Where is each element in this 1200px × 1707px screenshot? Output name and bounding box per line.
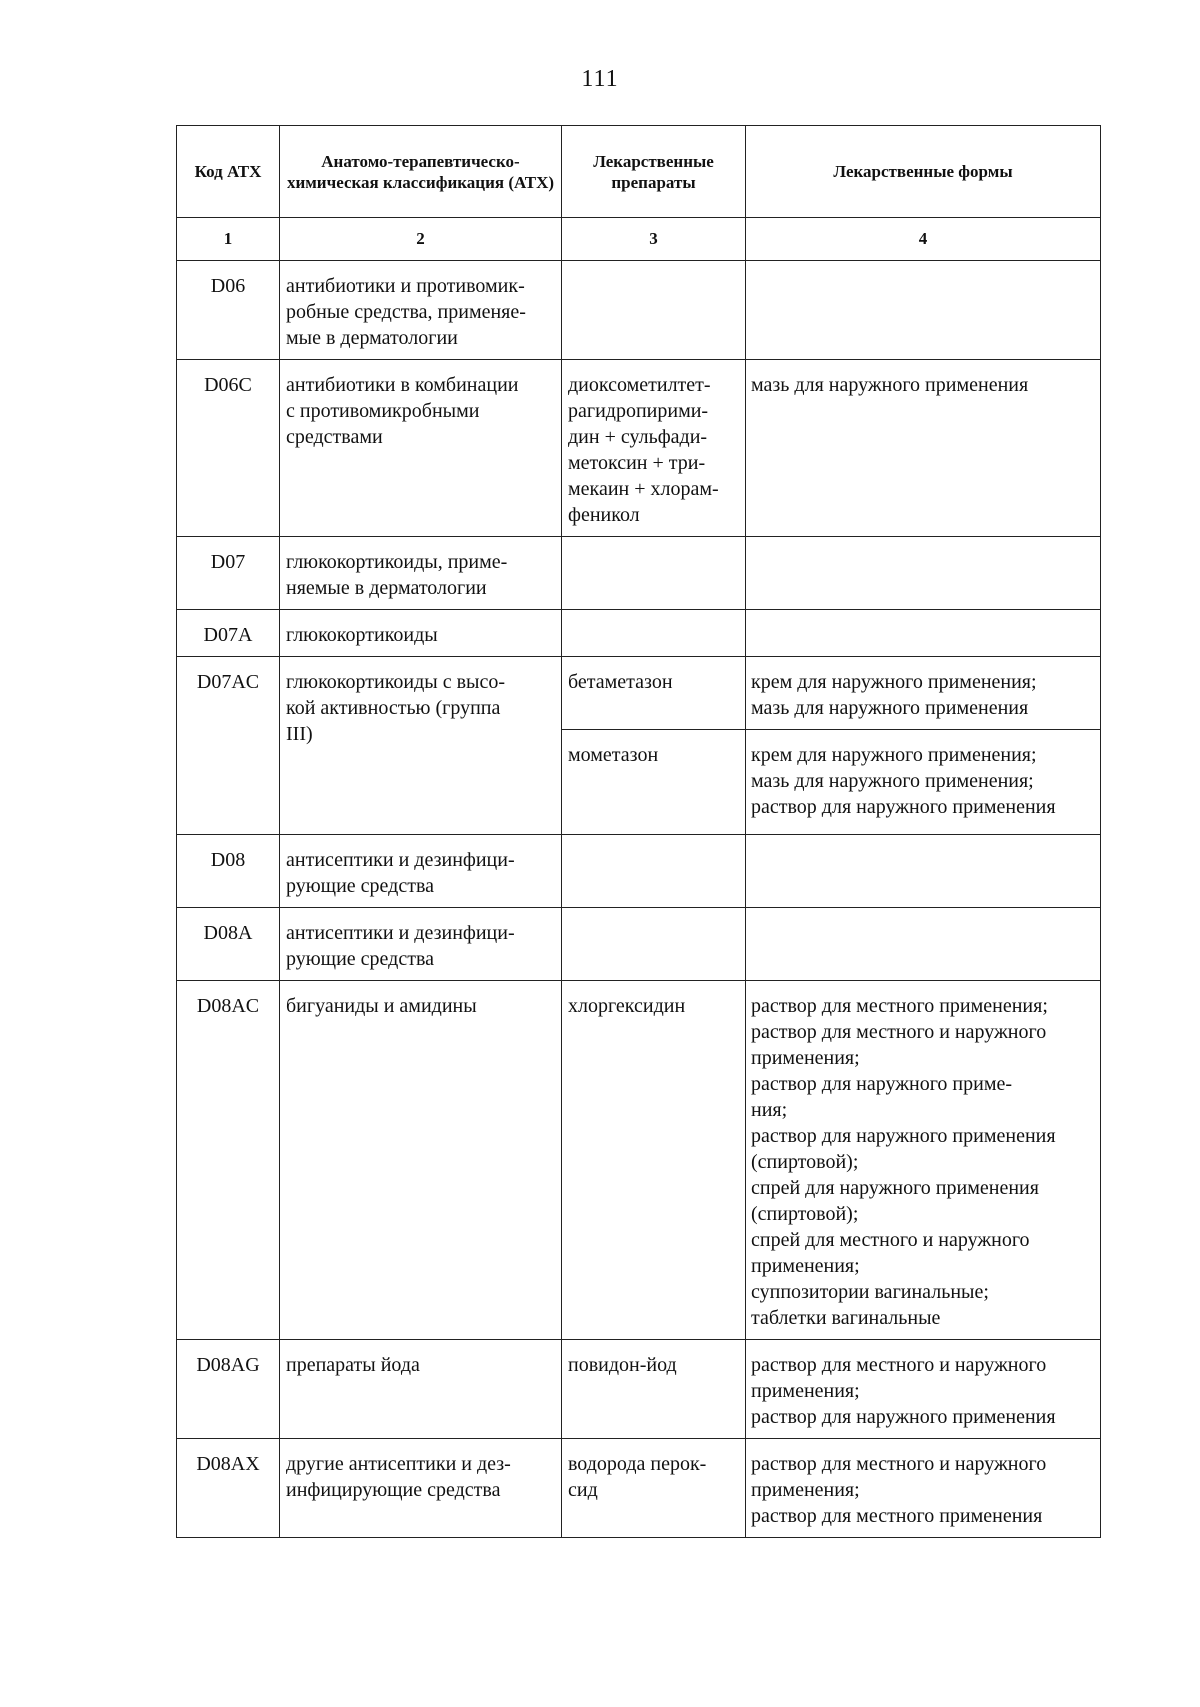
atx-code-cell: D06: [177, 261, 280, 360]
atx-classification-cell: антибиотики в комбинации с противомикробными средствами: [280, 360, 562, 537]
dosage-form-line: мазь для наружного применения: [751, 374, 1029, 396]
atx-classification-cell: другие антисептики и дез- инфицирующие средства: [280, 1439, 562, 1538]
dosage-forms-cell: [746, 908, 1101, 981]
dosage-forms-cell: [746, 835, 1101, 908]
dosage-form-line: таблетки вагинальные: [751, 1307, 941, 1329]
dosage-form-line: раствор для наружного применения: [751, 1125, 1056, 1147]
table-row: [177, 360, 1101, 537]
drug-name-cell: хлоргексидин: [562, 981, 746, 1340]
header-drugs: Лекарственные препараты: [562, 126, 746, 218]
column-number: 2: [280, 218, 562, 261]
drug-name-cell: [562, 908, 746, 981]
dosage-form-line: спрей для местного и наружного: [751, 1229, 1030, 1251]
drug-name-cell: [562, 610, 746, 657]
dosage-forms-cell: [746, 730, 1101, 835]
dosage-forms-cell: [746, 261, 1101, 360]
dosage-form-line: применения;: [751, 1479, 860, 1501]
dosage-form-line: раствор для наружного применения: [751, 1406, 1056, 1428]
drug-name-cell: [562, 261, 746, 360]
atx-code-cell: D08: [177, 835, 280, 908]
dosage-form-line: мазь для наружного применения;: [751, 770, 1034, 792]
atx-classification-cell: глюкокортикоиды: [280, 610, 562, 657]
atx-classification-cell: антибиотики и противомик- робные средства, применяе- мые в дерматологии: [280, 261, 562, 360]
atx-classification-cell: антисептики и дезинфици- рующие средства: [280, 908, 562, 981]
atx-classification-cell: глюкокортикоиды с высо- кой активностью (группа III): [280, 657, 562, 835]
dosage-form-line: применения;: [751, 1047, 860, 1069]
table-body: [177, 261, 1101, 1538]
dosage-form-line: ния;: [751, 1099, 788, 1121]
dosage-form-line: крем для наружного применения;: [751, 671, 1037, 693]
header-dosage-forms: Лекарственные формы: [746, 126, 1101, 218]
drug-name-cell: бетаметазон: [562, 657, 746, 730]
dosage-form-line: применения;: [751, 1380, 860, 1402]
atx-code-cell: D08A: [177, 908, 280, 981]
drug-name-cell: диоксометилтет- рагидропирими- дин + сульфади- метоксин + три- мекаин + хлорам- феникол: [562, 360, 746, 537]
dosage-forms-cell: [746, 657, 1101, 730]
atx-code-cell: D08AG: [177, 1340, 280, 1439]
dosage-forms-cell: [746, 1439, 1101, 1538]
atx-code-cell: D06C: [177, 360, 280, 537]
dosage-forms-cell: [746, 360, 1101, 537]
column-number: 1: [177, 218, 280, 261]
atx-classification-cell: препараты йода: [280, 1340, 562, 1439]
dosage-form-line: суппозитории вагинальные;: [751, 1281, 989, 1303]
atx-code-cell: D07: [177, 537, 280, 610]
dosage-form-line: применения;: [751, 1255, 860, 1277]
dosage-form-line: раствор для местного применения;: [751, 995, 1048, 1017]
table-row: [177, 908, 1101, 981]
drug-name-cell: мометазон: [562, 730, 746, 835]
drug-name-cell: повидон-йод: [562, 1340, 746, 1439]
atx-classification-cell: глюкокортикоиды, приме- няемые в дерматологии: [280, 537, 562, 610]
page-number: 111: [581, 66, 619, 92]
drug-name-cell: [562, 537, 746, 610]
table-row: [177, 1439, 1101, 1538]
table-row: [177, 261, 1101, 360]
dosage-form-line: раствор для наружного применения: [751, 796, 1056, 818]
dosage-form-line: раствор для местного и наружного: [751, 1354, 1047, 1376]
table-row: [177, 1340, 1101, 1439]
dosage-form-line: крем для наружного применения;: [751, 744, 1037, 766]
dosage-form-line: спрей для наружного применения: [751, 1177, 1039, 1199]
dosage-form-line: (спиртовой);: [751, 1151, 859, 1173]
table-row: [177, 537, 1101, 610]
dosage-forms-cell: [746, 981, 1101, 1340]
dosage-forms-cell: [746, 537, 1101, 610]
dosage-form-line: раствор для наружного приме-: [751, 1073, 1013, 1095]
atx-code-cell: D08AX: [177, 1439, 280, 1538]
atx-classification-cell: антисептики и дезинфици- рующие средства: [280, 835, 562, 908]
dosage-form-line: мазь для наружного применения: [751, 697, 1029, 719]
table-row: [177, 657, 1101, 730]
atx-code-cell: D07A: [177, 610, 280, 657]
drug-name-cell: [562, 835, 746, 908]
dosage-form-line: раствор для местного и наружного: [751, 1021, 1047, 1043]
column-number-row: [177, 218, 1101, 261]
atx-classification-cell: бигуаниды и амидины: [280, 981, 562, 1340]
dosage-form-line: раствор для местного применения: [751, 1505, 1043, 1527]
header-atx-code: Код АТХ: [177, 126, 280, 218]
table-row: [177, 835, 1101, 908]
table-row: [177, 610, 1101, 657]
dosage-form-line: (спиртовой);: [751, 1203, 859, 1225]
table-row: [177, 981, 1101, 1340]
dosage-form-line: раствор для местного и наружного: [751, 1453, 1047, 1475]
drug-name-cell: водорода перок- сид: [562, 1439, 746, 1538]
dosage-forms-cell: [746, 610, 1101, 657]
header-atx-classification: Анатомо-терапевтическо-химическая классификация (АТХ): [280, 126, 562, 218]
atx-table: [176, 125, 1101, 1538]
column-number: 4: [746, 218, 1101, 261]
atx-code-cell: D08AC: [177, 981, 280, 1340]
column-number: 3: [562, 218, 746, 261]
atx-code-cell: D07AC: [177, 657, 280, 835]
dosage-forms-cell: [746, 1340, 1101, 1439]
table-header-row: [177, 126, 1101, 218]
